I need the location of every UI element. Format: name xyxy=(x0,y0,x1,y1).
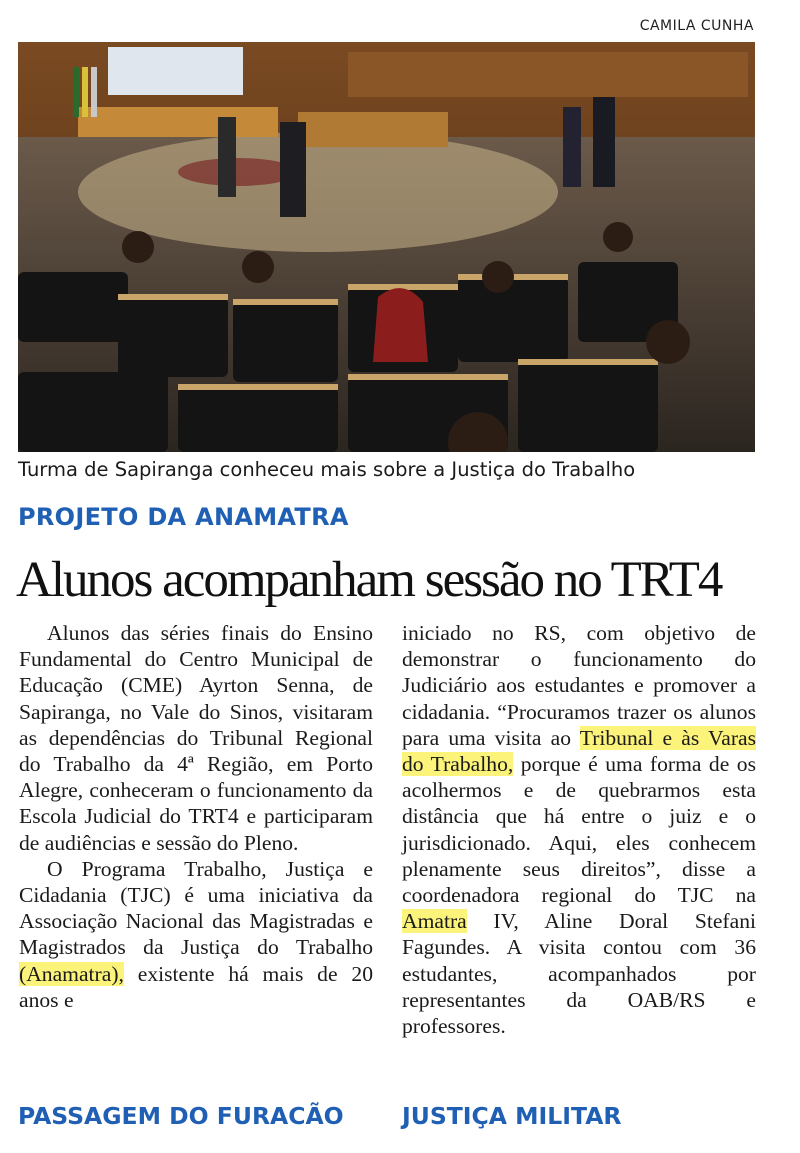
body-text: iniciado no RS, com objetivo de demonstrar o funcionamento do Judiciário aos estudantes e promover a cidadania. “Procuramos trazer os alunos para uma visita ao xyxy=(402,621,756,750)
body-text: existente há mais de 20 anos e xyxy=(19,961,373,1012)
highlighted-text-anamatra: (Anamatra), xyxy=(19,961,124,986)
highlighted-text-amatra: Amatra xyxy=(402,909,467,934)
next-section-heading-right: JUSTIÇA MILITAR xyxy=(402,1102,622,1130)
body-paragraph-continued xyxy=(402,620,756,1039)
next-section-heading-left: PASSAGEM DO FURACÃO xyxy=(18,1102,344,1130)
article-column-left xyxy=(19,620,373,1013)
photo-credit: CAMILA CUNHA xyxy=(639,18,754,34)
highlighted-text-tribunal: Tribunal e às Varas do Trabalho, xyxy=(402,725,756,777)
body-text: IV, Aline Doral Stefani Fagundes. A visita contou com 36 estudantes, acompanhados por representantes da OAB/RS e professores. xyxy=(402,909,756,1039)
photo-caption: Turma de Sapiranga conheceu mais sobre a Justiça do Trabalho xyxy=(18,458,636,481)
article-column-right xyxy=(402,620,756,1039)
plenary-session-photo xyxy=(18,42,755,452)
body-paragraph-1: Alunos das séries finais do Ensino Fundamental do Centro Municipal de Educação (CME) Ayrton Senna, de Sapiranga, no Vale do Sinos, visitaram as dependências do Tribunal Regional do Trabalho da 4ª Região, em Porto Alegre, conheceram o funcionamento da Escola Judicial do TRT4 e participaram de audiências e sessão do Pleno. xyxy=(19,621,373,855)
body-paragraph-2 xyxy=(19,856,373,1013)
body-text: porque é uma forma de os acolhermos e de quebrarmos esta distância que há entre o juiz e o jurisdicionado. Aqui, eles conhecem plenamente seus direitos”, disse a coordenadora regional do TJC na xyxy=(402,752,756,908)
section-kicker: PROJETO DA ANAMATRA xyxy=(18,503,349,531)
article-headline: Alunos acompanham sessão no TRT4 xyxy=(16,552,722,608)
body-text: O Programa Trabalho, Justiça e Cidadania (TJC) é uma iniciativa da Associação Nacional das Magistradas e Magistrados da Justiça do Trabalho xyxy=(19,856,373,960)
